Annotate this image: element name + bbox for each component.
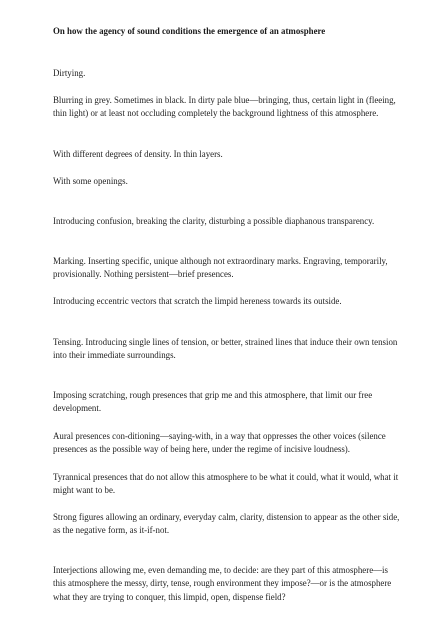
paragraph-tensing: Tensing. Introducing single lines of tension, or better, strained lines that induce their own tension into their immediate surroundings. xyxy=(53,337,398,361)
paragraph-aural: Aural presences con-ditioning—saying-with, in a way that oppresses the other voices (silence presences as the possible way of being here, under the regime of incisive loudness). xyxy=(53,431,386,455)
paragraph-marking: Marking. Inserting specific, unique although not extraordinary marks. Engraving, temporarily, provisionally. Nothing persistent—brief presences. xyxy=(53,256,388,280)
paragraph-dirtying: Dirtying. xyxy=(53,68,86,78)
paragraph-imposing: Imposing scratching, rough presences that grip me and this atmosphere, that limit our free development. xyxy=(53,390,373,414)
paragraph-interjections: Interjections allowing me, even demanding me, to decide: are they part of this atmosphere—is this atmosphere the messy, dirty, tense, rough environment they impose?—or is the atmosphere what they are trying to conquer, this limpid, open, dispense field? xyxy=(53,565,392,602)
paragraph-confusion: Introducing confusion, breaking the clarity, disturbing a possible diaphanous transparency. xyxy=(53,216,375,226)
paragraph-density: With different degrees of density. In thin layers. xyxy=(53,149,223,159)
paragraph-tyrannical: Tyrannical presences that do not allow this atmosphere to be what it could, what it would, what it might want to be. xyxy=(53,472,399,496)
document-title: On how the agency of sound conditions the emergence of an atmosphere xyxy=(53,26,326,36)
paragraph-strong-figures: Strong figures allowing an ordinary, everyday calm, clarity, distension to appear as the other side, as the negative form, as it-if-not. xyxy=(53,512,400,536)
paragraph-blurring: Blurring in grey. Sometimes in black. In dirty pale blue—bringing, thus, certain light in (fleeing, thin light) or at least not occluding completely the background lightness of this atmosphere. xyxy=(53,95,396,119)
paragraph-vectors: Introducing eccentric vectors that scratch the limpid hereness towards its outside. xyxy=(53,296,342,306)
paragraph-openings: With some openings. xyxy=(53,176,128,186)
